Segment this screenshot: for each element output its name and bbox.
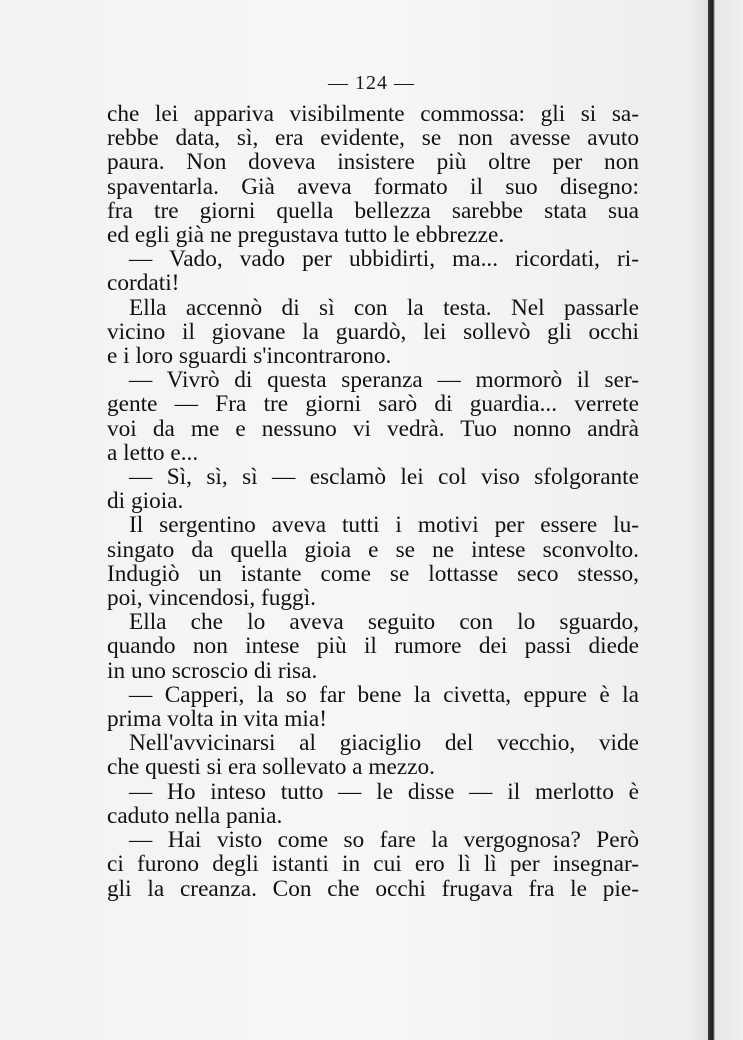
- text-line: cordati!: [107, 270, 180, 297]
- text-line: voi da me e nessuno vi vedrà. Tuo nonno andrà: [107, 415, 639, 442]
- page-number: — 124 —: [328, 72, 415, 94]
- text-line: a letto e...: [107, 439, 199, 466]
- text-line: fra tre giorni quella bellezza sarebbe stata sua: [107, 197, 639, 224]
- text-line: e i loro sguardi s'incontrarono.: [107, 343, 392, 370]
- text-line: in uno scroscio di risa.: [107, 657, 318, 684]
- text-line: Ella che lo aveva seguito con lo sguardo,: [129, 609, 639, 636]
- text-line: — Ho inteso tutto — le disse — il merlotto è: [129, 778, 639, 805]
- text-line: che lei appariva visibilmente commossa: gli si sa-: [107, 101, 639, 127]
- text-line: vicino il giovane la guardò, lei sollevò gli occhi: [107, 318, 639, 345]
- text-line: gli la creanza. Con che occhi frugava fra le pie-: [107, 875, 639, 902]
- text-line: poi, vincendosi, fuggì.: [107, 585, 317, 612]
- text-line: rebbe data, sì, era evidente, se non avesse avuto: [107, 125, 639, 152]
- text-line: ci furono degli istanti in cui ero lì lì per insegnar-: [107, 851, 639, 878]
- text-line: — Hai visto come so fare la vergognosa? Però: [129, 827, 639, 854]
- text-line: Indugiò un istante come se lottasse seco stesso,: [107, 560, 639, 587]
- text-line: — Vivrò di questa speranza — mormorò il ser-: [129, 367, 639, 394]
- text-line: di gioia.: [107, 488, 184, 515]
- text-line: prima volta in vita mia!: [107, 706, 327, 733]
- text-line: singato da quella gioia e se ne intese sconvolto.: [107, 536, 639, 563]
- text-line: caduto nella pania.: [107, 802, 283, 829]
- text-line: — Sì, sì, sì — esclamò lei col viso sfolgorante: [129, 464, 639, 491]
- text-line: Ella accennò di sì con la testa. Nel passarle: [129, 294, 639, 321]
- text-line: paura. Non doveva insistere più oltre per non: [107, 149, 639, 176]
- text-line: — Capperi, la so far bene la civetta, eppure è la: [129, 681, 639, 708]
- body-text: [107, 102, 639, 901]
- binding-edge: [708, 0, 743, 1040]
- text-line: ed egli già ne pregustava tutto le ebbrezze.: [107, 222, 505, 249]
- text-line: — Vado, vado per ubbidirti, ma... ricordati, ri-: [129, 246, 639, 273]
- text-line: gente — Fra tre giorni sarò di guardia... verrete: [107, 391, 639, 418]
- text-line: quando non intese più il rumore dei passi diede: [107, 633, 639, 660]
- text-line: che questi si era sollevato a mezzo.: [107, 754, 435, 781]
- text-line: spaventarla. Già aveva formato il suo disegno:: [107, 173, 639, 200]
- text-line: Il sergentino aveva tutti i motivi per essere lu-: [129, 512, 639, 539]
- text-line: Nell'avvicinarsi al giaciglio del vecchio, vide: [129, 730, 639, 757]
